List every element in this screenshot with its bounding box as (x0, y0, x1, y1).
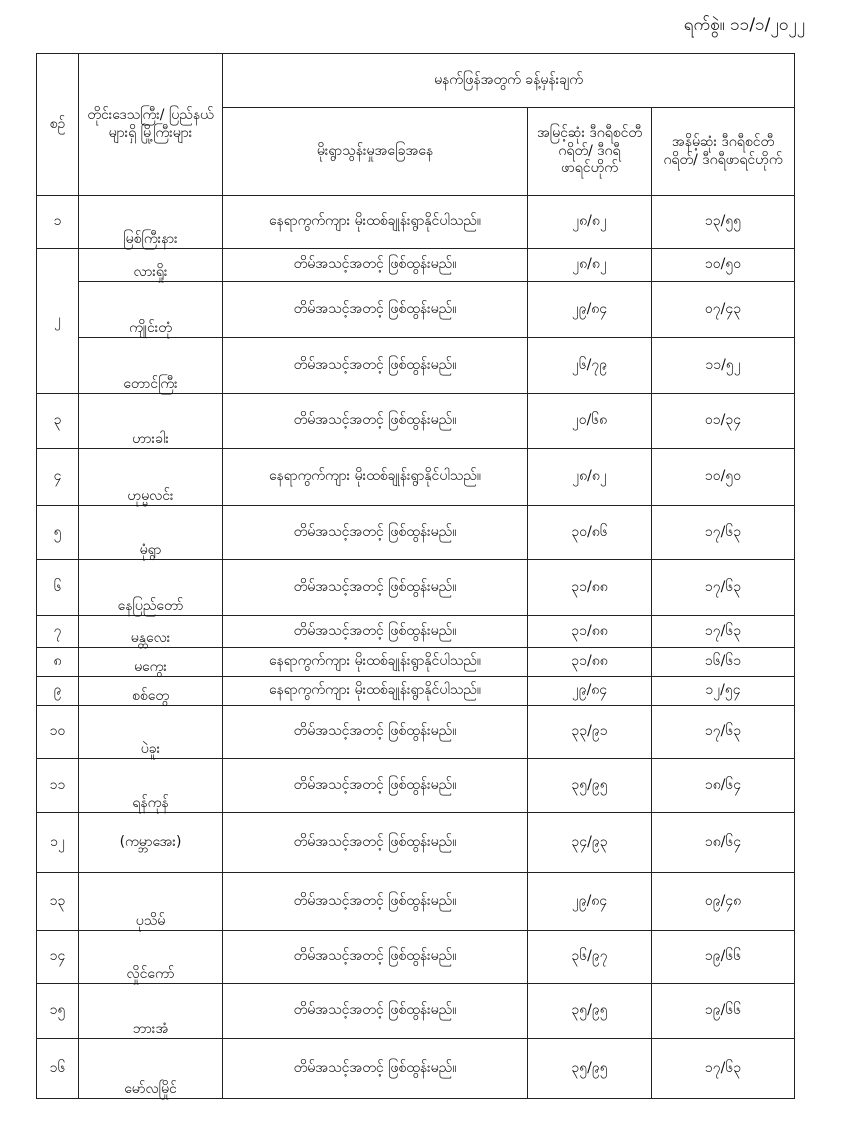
row-max-temp: ၃၄/၉၃ (528, 813, 652, 873)
row-min-temp: ၁၉/၆၆ (652, 984, 795, 1039)
row-condition: တိမ်အသင့်အတင့် ဖြစ်ထွန်းမည်။ (223, 616, 528, 648)
table-row (37, 506, 795, 560)
row-index: ၂ (37, 249, 79, 394)
table-row (37, 984, 795, 1039)
row-index: ၁၁ (37, 759, 79, 813)
row-index: ၈ (37, 648, 79, 677)
row-condition: တိမ်အသင့်အတင့် ဖြစ်ထွန်းမည်။ (223, 931, 528, 984)
row-index: ၆ (37, 560, 79, 616)
table-row (37, 338, 795, 394)
row-condition: တိမ်အသင့်အတင့် ဖြစ်ထွန်းမည်။ (223, 338, 528, 394)
header-index: စဉ် (37, 54, 79, 196)
row-condition: နေရာကွက်ကျား မိုးထစ်ချုန်းရွာနိုင်ပါသည်။ (223, 677, 528, 706)
row-min-temp: ၁၀/၅၀ (652, 249, 795, 282)
table-row (37, 931, 795, 984)
row-city: နေပြည်တော် (79, 560, 223, 616)
table-row (37, 706, 795, 759)
row-min-temp: ၁၂/၅၄ (652, 677, 795, 706)
table-row (37, 449, 795, 506)
table-row (37, 560, 795, 616)
row-min-temp: ၁၇/၆၃ (652, 560, 795, 616)
row-max-temp: ၃၅/၉၅ (528, 759, 652, 813)
row-max-temp: ၂၉/၈၄ (528, 873, 652, 931)
row-city: မော်လမြိုင် (79, 1039, 223, 1099)
row-condition: တိမ်အသင့်အတင့် ဖြစ်ထွန်းမည်။ (223, 506, 528, 560)
row-index: ၁၄ (37, 931, 79, 984)
row-condition: နေရာကွက်ကျား မိုးထစ်ချုန်းရွာနိုင်ပါသည်။ (223, 196, 528, 249)
row-max-temp: ၂၆/၇၉ (528, 338, 652, 394)
header-cities: တိုင်းဒေသကြီး/ ပြည်နယ်များရှိ မြို့ကြီးများ (79, 54, 223, 196)
row-index: ၁ (37, 196, 79, 249)
row-index: ၇ (37, 616, 79, 648)
table-row (37, 677, 795, 706)
row-index: ၁၃ (37, 873, 79, 931)
table-row (37, 394, 795, 449)
row-min-temp: ၀၁/၃၄ (652, 394, 795, 449)
table-row (37, 873, 795, 931)
row-min-temp: ၀၉/၄၈ (652, 873, 795, 931)
row-city: မကွေး (79, 648, 223, 677)
row-condition: တိမ်အသင့်အတင့် ဖြစ်ထွန်းမည်။ (223, 706, 528, 759)
row-min-temp: ၁၀/၅၀ (652, 449, 795, 506)
row-index: ၁၂ (37, 813, 79, 873)
row-city: ကျိုင်းတုံ (79, 282, 223, 338)
row-max-temp: ၂၈/၈၂ (528, 449, 652, 506)
row-city: (ကမ္ဘာအေး) (79, 813, 223, 873)
row-min-temp: ၁၇/၆၃ (652, 506, 795, 560)
row-condition: တိမ်အသင့်အတင့် ဖြစ်ထွန်းမည်။ (223, 873, 528, 931)
row-condition: တိမ်အသင့်အတင့် ဖြစ်ထွန်းမည်။ (223, 984, 528, 1039)
row-index: ၉ (37, 677, 79, 706)
header-forecast-group: မနက်ဖြန်အတွက် ခန့်မှန်းချက် (223, 54, 795, 108)
row-condition: တိမ်အသင့်အတင့် ဖြစ်ထွန်းမည်။ (223, 813, 528, 873)
row-city: တောင်ကြီး (79, 338, 223, 394)
row-city: လှိုင်ကော် (79, 931, 223, 984)
row-condition: တိမ်အသင့်အတင့် ဖြစ်ထွန်းမည်။ (223, 249, 528, 282)
row-condition: တိမ်အသင့်အတင့် ဖြစ်ထွန်းမည်။ (223, 282, 528, 338)
row-max-temp: ၃၁/၈၈ (528, 648, 652, 677)
row-max-temp: ၂၀/၆၈ (528, 394, 652, 449)
row-max-temp: ၃၁/၈၈ (528, 560, 652, 616)
report-date: ရက်စွဲ။ ၁၁/၁/၂၀၂၂ (683, 15, 805, 35)
row-city: မြစ်ကြီးနား (79, 196, 223, 249)
row-min-temp: ၁၁/၅၂ (652, 338, 795, 394)
row-city: ရန်ကုန် (79, 759, 223, 813)
row-min-temp: ၁၈/၆၄ (652, 813, 795, 873)
row-max-temp: ၂၉/၈၄ (528, 282, 652, 338)
row-index: ၁၀ (37, 706, 79, 759)
row-max-temp: ၃၅/၉၅ (528, 1039, 652, 1099)
row-city: ပဲခူး (79, 706, 223, 759)
table-row (37, 759, 795, 813)
row-city: ပုသိမ် (79, 873, 223, 931)
row-min-temp: ၁၇/၆၃ (652, 1039, 795, 1099)
row-max-temp: ၃၆/၉၇ (528, 931, 652, 984)
row-city: စစ်တွေ (79, 677, 223, 706)
row-max-temp: ၂၈/၈၂ (528, 196, 652, 249)
row-condition: တိမ်အသင့်အတင့် ဖြစ်ထွန်းမည်။ (223, 1039, 528, 1099)
row-min-temp: ၁၈/၆၄ (652, 759, 795, 813)
row-index: ၁၆ (37, 1039, 79, 1099)
row-city: ဟုမ္မလင်း (79, 449, 223, 506)
row-min-temp: ၀၇/၄၃ (652, 282, 795, 338)
row-condition: တိမ်အသင့်အတင့် ဖြစ်ထွန်းမည်။ (223, 759, 528, 813)
row-condition: နေရာကွက်ကျား မိုးထစ်ချုန်းရွာနိုင်ပါသည်။ (223, 648, 528, 677)
header-min-temp: အနိမ့်ဆုံး ဒီဂရီစင်တီဂရိတ်/ ဒီဂရီဖာရင်ဟိုက် (652, 108, 795, 196)
weather-forecast-table (36, 53, 795, 1099)
table-row (37, 1039, 795, 1099)
row-condition: နေရာကွက်ကျား မိုးထစ်ချုန်းရွာနိုင်ပါသည်။ (223, 449, 528, 506)
row-max-temp: ၃၀/၈၆ (528, 506, 652, 560)
row-city: လားရှိုး (79, 249, 223, 282)
row-condition: တိမ်အသင့်အတင့် ဖြစ်ထွန်းမည်။ (223, 560, 528, 616)
row-city: မန္တလေး (79, 616, 223, 648)
row-index: ၃ (37, 394, 79, 449)
row-max-temp: ၂၈/၈၂ (528, 249, 652, 282)
header-max-temp: အမြင့်ဆုံး ဒီဂရီစင်တီဂရိတ်/ ဒီဂရီဖာရင်ဟိုက် (528, 108, 652, 196)
row-min-temp: ၁၆/၆၁ (652, 648, 795, 677)
row-min-temp: ၁၇/၆၃ (652, 706, 795, 759)
header-condition: မိုးရွာသွန်းမှုအခြေအနေ (223, 108, 528, 196)
table-row (37, 616, 795, 648)
row-max-temp: ၃၁/၈၈ (528, 616, 652, 648)
table-row (37, 648, 795, 677)
row-max-temp: ၂၉/၈၄ (528, 677, 652, 706)
row-min-temp: ၁၉/၆၆ (652, 931, 795, 984)
row-index: ၅ (37, 506, 79, 560)
table-row (37, 196, 795, 249)
row-city: ဟားခါး (79, 394, 223, 449)
row-max-temp: ၃၃/၉၁ (528, 706, 652, 759)
table-row (37, 813, 795, 873)
row-index: ၁၅ (37, 984, 79, 1039)
row-condition: တိမ်အသင့်အတင့် ဖြစ်ထွန်းမည်။ (223, 394, 528, 449)
table-row (37, 249, 795, 282)
table-row (37, 282, 795, 338)
row-city: ဘားအံ (79, 984, 223, 1039)
row-max-temp: ၃၅/၉၅ (528, 984, 652, 1039)
row-min-temp: ၁၃/၅၅ (652, 196, 795, 249)
row-city: မုံရွာ (79, 506, 223, 560)
row-min-temp: ၁၇/၆၃ (652, 616, 795, 648)
row-index: ၄ (37, 449, 79, 506)
